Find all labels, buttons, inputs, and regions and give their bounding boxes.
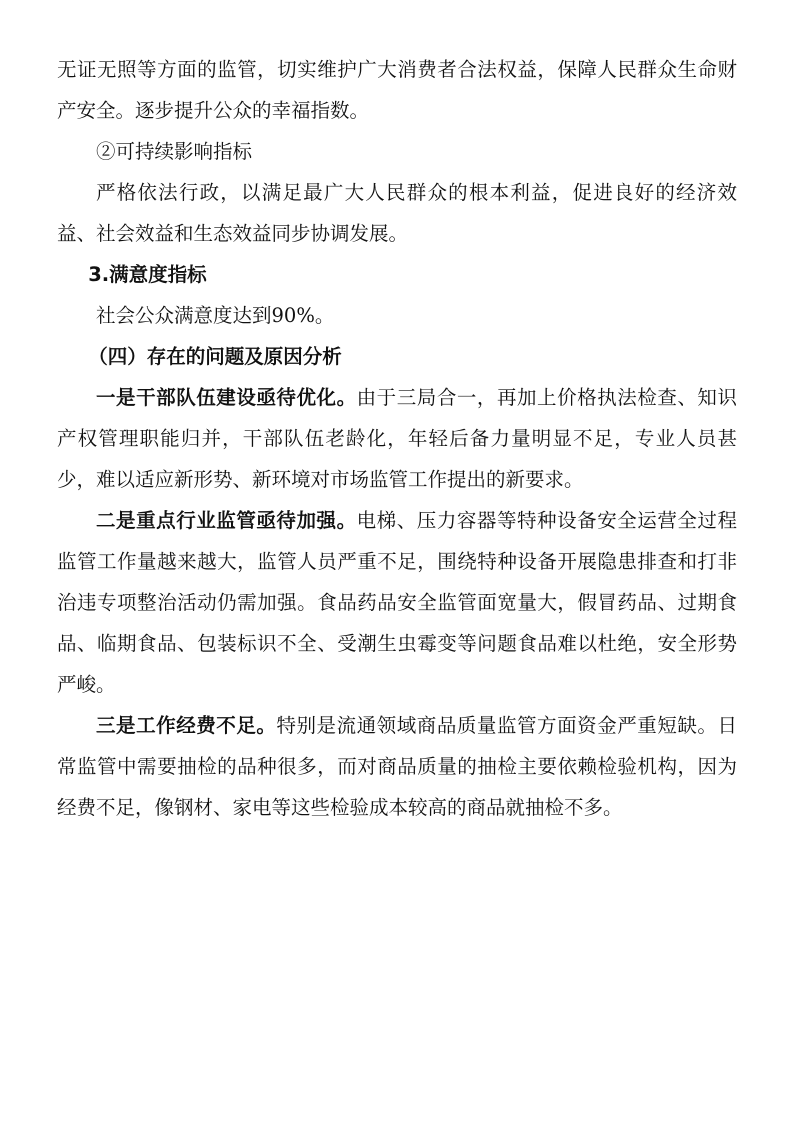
paragraph-problem-two [57, 500, 737, 705]
section-heading-problems: （四）存在的问题及原因分析 [88, 345, 342, 368]
lead-problem-two: 二是重点行业监管亟待加强。 [96, 509, 357, 532]
body-problem-one: 由于三局合一，再加上价格执法检查、知识产权管理职能归并，干部队伍老龄化，年轻后备力量明显不足，专业人员甚少，难以适应新形势、新环境对市场监管工作提出的新要求。 [57, 386, 737, 491]
document-page [57, 49, 737, 828]
heading-satisfaction-indicator: 3.满意度指标 [88, 263, 207, 286]
paragraph-problem-three [57, 705, 737, 828]
body-problem-three: 特别是流通领域商品质量监管方面资金严重短缺。日常监管中需要抽检的品种很多，而对商品质量的抽检主要依赖检验机构，因为经费不足，像钢材、家电等这些检验成本较高的商品就抽检不多。 [57, 714, 737, 819]
paragraph-satisfaction: 社会公众满意度达到90%。 [96, 304, 335, 327]
paragraph-sustainable-impact: 严格依法行政，以满足最广大人民群众的根本利益，促进良好的经济效益、社会效益和生态效益同步协调发展。 [57, 181, 737, 245]
lead-problem-three: 三是工作经费不足。 [96, 714, 277, 737]
body-problem-two: 电梯、压力容器等特种设备安全运营全过程监管工作量越来越大，监管人员严重不足，围绕特种设备开展隐患排查和打非治违专项整治活动仍需加强。食品药品安全监管面宽量大，假冒药品、过期食品、临期食品、包装标识不全、受潮生虫霉变等问题食品难以杜绝，安全形势严峻。 [57, 509, 737, 696]
paragraph-consumer-rights: 无证无照等方面的监管，切实维护广大消费者合法权益，保障人民群众生命财产安全。逐步提升公众的幸福指数。 [57, 58, 737, 122]
subheading-sustainable-impact: ②可持续影响指标 [96, 140, 253, 163]
paragraph-problem-one [57, 377, 737, 500]
lead-problem-one: 一是干部队伍建设亟待优化。 [96, 386, 357, 409]
